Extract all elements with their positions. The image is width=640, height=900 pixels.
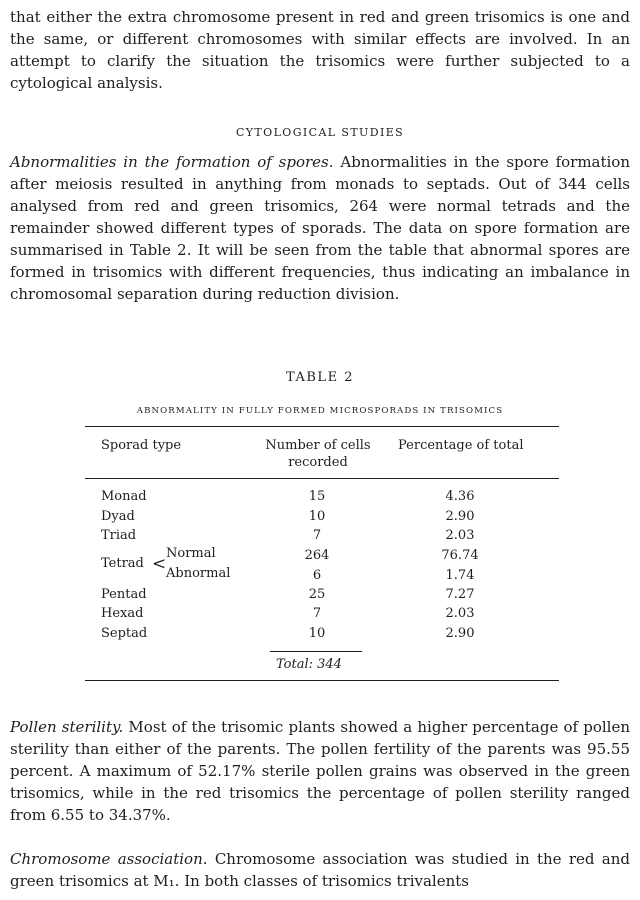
table-caption: ABNORMALITY IN FULLY FORMED MICROSPORADS IN TRISOMICS <box>136 406 504 416</box>
row-septad-type: Septad <box>101 626 148 641</box>
row-triad-count: 7 <box>312 528 322 543</box>
row-hexad-pct: 2.03 <box>445 606 475 621</box>
row-tetrad-abnormal-count: 6 <box>312 568 322 583</box>
row-septad-pct: 2.90 <box>445 626 475 641</box>
row-hexad-type: Hexad <box>101 606 144 621</box>
header-count-line2: recorded <box>288 455 348 470</box>
table-header-rule <box>85 478 559 479</box>
table-bottom-rule <box>85 680 559 681</box>
table-title: TABLE 2 <box>286 370 354 385</box>
table-total: Total: 344 <box>276 657 342 672</box>
row-dyad-pct: 2.90 <box>445 509 475 524</box>
header-sporad-type: Sporad type <box>101 438 182 453</box>
row-dyad-type: Dyad <box>101 509 135 524</box>
row-dyad-count: 10 <box>308 509 326 524</box>
paragraph-spores-body: Abnormalities in the spore formation after meiosis resulted in anything from monads to septads. Out of 344 cells analysed from red and green trisomics, 264 were normal tetrads and the remainder showed different types of sporads. The data on spore formation are summarised in Table 2. It will be seen from the table that abnormal spores are formed in trisomics with different frequencies, thus indicating an imbalance in chromosomal separation during reduction division. <box>10 153 631 303</box>
total-rule <box>270 651 362 652</box>
row-pentad-type: Pentad <box>101 587 147 602</box>
table-top-rule <box>85 426 559 427</box>
paragraph-spores-title: Abnormalities in the formation of spores. <box>10 153 334 171</box>
row-triad-type: Triad <box>101 528 137 543</box>
row-monad-pct: 4.36 <box>445 489 475 504</box>
paragraph-chromosome <box>10 848 630 892</box>
row-septad-count: 10 <box>308 626 326 641</box>
tetrad-brace: < <box>152 554 167 574</box>
paragraph-pollen-title: Pollen sterility. <box>10 718 124 736</box>
paragraph-chromosome-body: Chromosome association was studied in the red and green trisomics at M₁. In both classes of trisomics trivalents <box>10 850 630 890</box>
header-count-line1: Number of cells <box>265 438 371 453</box>
row-pentad-count: 25 <box>308 587 326 602</box>
row-tetrad-label: Tetrad <box>101 556 144 571</box>
header-count <box>256 437 380 471</box>
row-triad-pct: 2.03 <box>445 528 475 543</box>
row-monad-type: Monad <box>101 489 147 504</box>
row-tetrad-abnormal-pct: 1.74 <box>445 568 475 583</box>
header-percentage: Percentage of total <box>398 438 524 453</box>
row-tetrad-normal-count: 264 <box>304 548 330 563</box>
row-tetrad-normal-pct: 76.74 <box>441 548 479 563</box>
row-tetrad-normal-type: Normal <box>166 546 216 561</box>
paragraph-pollen <box>10 716 630 826</box>
paragraph-chromosome-title: Chromosome association. <box>10 850 208 868</box>
row-tetrad-abnormal-type: Abnormal <box>166 566 231 581</box>
paragraph-spores <box>10 151 630 305</box>
row-pentad-pct: 7.27 <box>445 587 475 602</box>
row-hexad-count: 7 <box>312 606 322 621</box>
row-monad-count: 15 <box>308 489 326 504</box>
section-heading: CYTOLOGICAL STUDIES <box>235 126 405 139</box>
paragraph-intro: that either the extra chromosome present in red and green trisomics is one and the same, or different chromosomes with similar effects are involved. In an attempt to clarify the situation the trisomics were further subjected to a cytological analysis. <box>10 8 630 92</box>
paragraph-pollen-body: Most of the trisomic plants showed a higher percentage of pollen sterility than either of the parents. The pollen fertility of the parents was 95.55 percent. A maximum of 52.17% sterile pollen grains was observed in the green trisomics, while in the red trisomics the percentage of pollen sterility ranged from 6.55 to 34.37%. <box>10 718 631 824</box>
